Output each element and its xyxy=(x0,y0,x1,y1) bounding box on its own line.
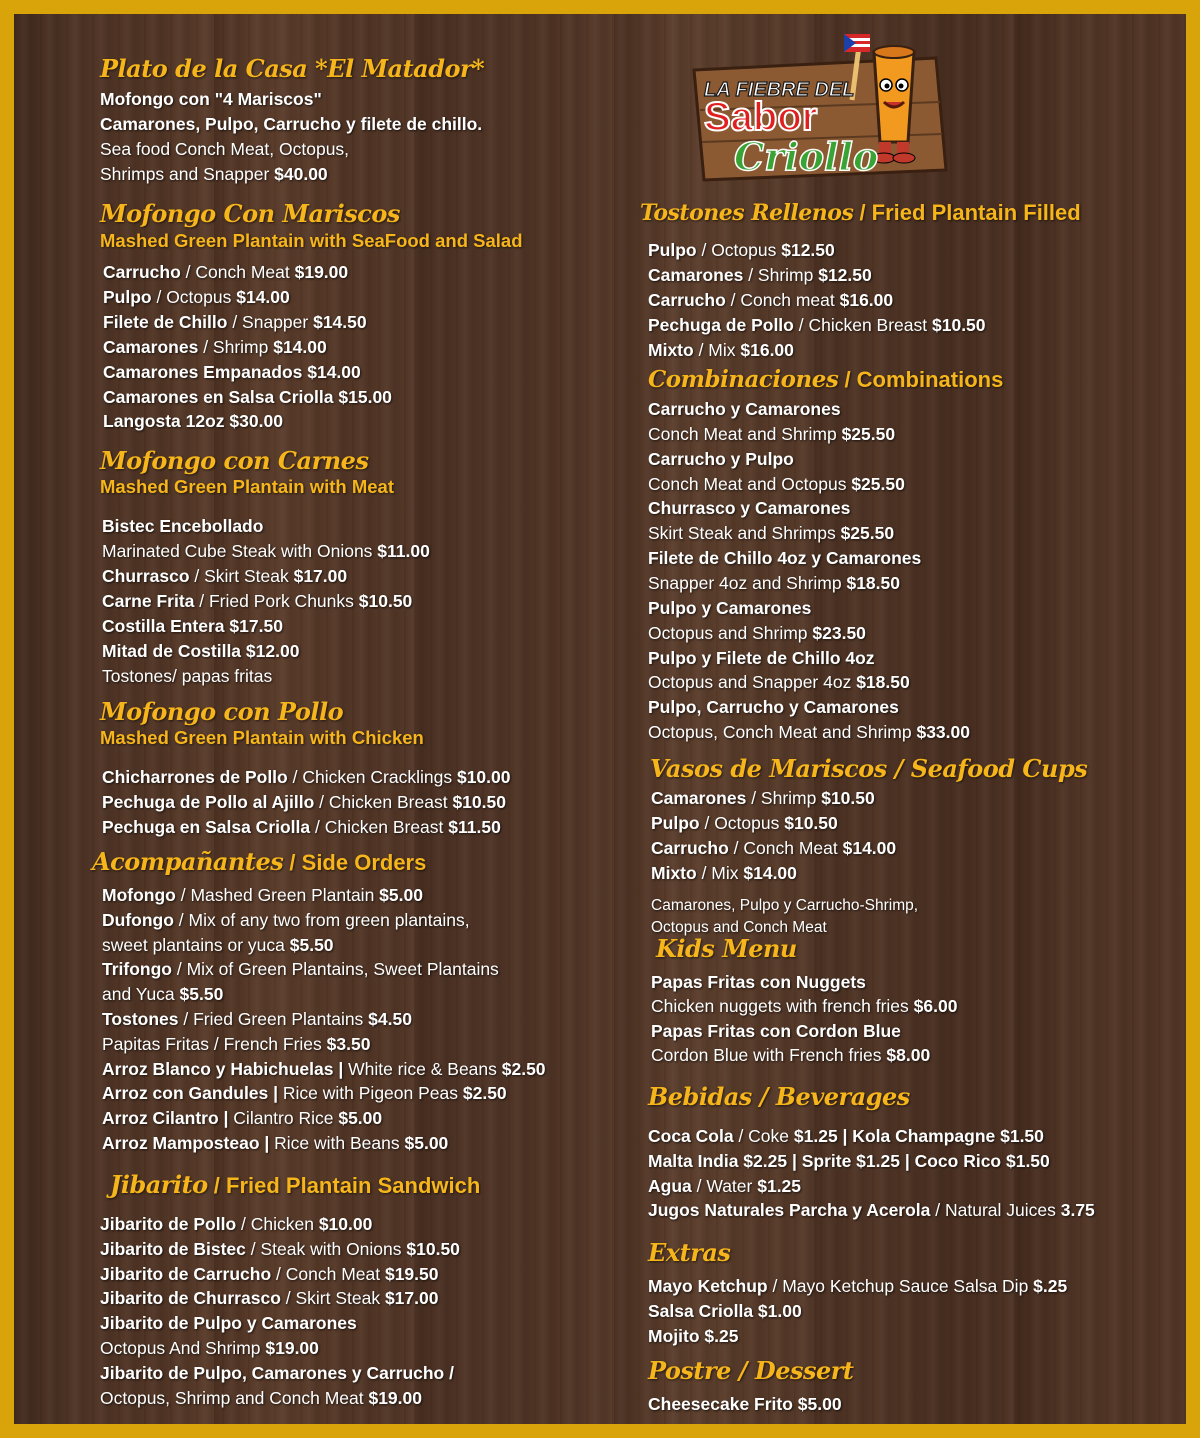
item-description: / Conch Meat xyxy=(271,1263,385,1284)
menu-item xyxy=(103,310,367,335)
item-name: Mitad de Costilla xyxy=(102,641,246,661)
item-description: / Chicken Breast xyxy=(310,817,449,837)
item-description: / Fried Green Plantains xyxy=(178,1009,369,1029)
menu-item xyxy=(651,1043,930,1068)
item-description: / Mashed Green Plantain xyxy=(175,885,380,905)
item-price: $5.00 xyxy=(797,1394,842,1414)
vasos-title: Vasos de Mariscos / Seafood Cups xyxy=(650,754,1088,783)
menu-item xyxy=(648,1174,801,1199)
item-name: Costilla Entera xyxy=(102,616,230,636)
menu-item xyxy=(102,815,501,840)
item-name: Salsa Criolla xyxy=(648,1301,758,1321)
item-price: $25.50 xyxy=(851,473,905,494)
item-price: $23.50 xyxy=(812,622,866,643)
item-name: Churrasco xyxy=(102,566,190,586)
bebidas-title: Bebidas / Beverages xyxy=(648,1082,910,1111)
carnes-note: Tostones/ papas fritas xyxy=(102,666,273,686)
menu-item xyxy=(100,1212,372,1237)
menu-item xyxy=(648,238,835,263)
item-name: Langosta 12oz xyxy=(103,411,230,432)
sides-header xyxy=(92,847,426,876)
item-description: / Natural Juices xyxy=(930,1200,1061,1221)
item-description: and Yuca xyxy=(102,984,180,1005)
item-price: $4.50 xyxy=(368,1009,412,1029)
menu-item xyxy=(102,883,423,908)
menu-item xyxy=(648,670,910,695)
item-price: $2.50 xyxy=(501,1058,546,1079)
item-name: Pulpo xyxy=(103,286,152,307)
menu-item xyxy=(648,1324,738,1349)
item-name: Jibarito de Pulpo, Camarones y Carrucho / xyxy=(100,1362,454,1383)
combos-title: Combinaciones xyxy=(648,366,839,393)
item-price: $10.50 xyxy=(821,788,875,808)
item-description: / Chicken xyxy=(236,1214,319,1234)
item-price: $14.00 xyxy=(307,361,361,382)
item-name: Carrucho y Camarones xyxy=(648,399,841,419)
menu-item xyxy=(648,546,921,571)
menu-item xyxy=(102,589,412,614)
item-price: $10.00 xyxy=(456,767,511,787)
item-name: Jibarito de Pulpo y Camarones xyxy=(100,1313,357,1334)
menu-item xyxy=(651,994,957,1019)
item-description: / Conch Meat xyxy=(728,837,843,858)
item-name: Camarones xyxy=(648,264,744,285)
mariscos-subtitle: Mashed Green Plantain with SeaFood and Salad xyxy=(100,230,523,251)
menu-item xyxy=(648,695,899,720)
item-description: Octopus and Snapper 4oz xyxy=(648,672,857,693)
menu-item xyxy=(102,1106,382,1131)
menu-item xyxy=(100,1286,438,1311)
item-price: $25.50 xyxy=(840,523,895,544)
item-name: Carrucho xyxy=(651,837,729,858)
item-name: Mixto xyxy=(651,862,697,883)
item-name: Mojito xyxy=(648,1326,705,1346)
item-name: Papas Fritas con Cordon Blue xyxy=(651,1020,901,1041)
item-price: $17.50 xyxy=(229,616,283,636)
menu-item xyxy=(100,1311,357,1336)
item-description: Cordon Blue with French fries xyxy=(651,1044,887,1065)
sides-title-en: Side Orders xyxy=(301,850,427,875)
menu-item xyxy=(648,313,986,338)
sides-title: Acompañantes xyxy=(92,847,284,876)
menu-item xyxy=(648,338,794,363)
tostones-title-en: Fried Plantain Filled xyxy=(871,200,1081,225)
item-price: $14.50 xyxy=(313,311,367,332)
plato-line-3: Sea food Conch Meat, Octopus, xyxy=(100,139,350,159)
menu-item xyxy=(103,260,348,285)
menu-board xyxy=(14,14,1186,1424)
item-description: Snapper 4oz and Shrimp xyxy=(648,572,847,593)
combos-slash: / xyxy=(838,367,857,392)
menu-item xyxy=(651,861,797,886)
item-price: $12.50 xyxy=(818,264,872,285)
carnes-line-2-price: $11.00 xyxy=(377,541,430,561)
item-description: Octopus, Shrimp and Conch Meat xyxy=(100,1387,369,1408)
item-name: Jugos Naturales Parcha y Acerola xyxy=(648,1200,931,1221)
vasos-note-2: Octopus and Conch Meat xyxy=(651,919,827,936)
item-description: / Shrimp xyxy=(746,788,822,808)
menu-item xyxy=(102,790,506,815)
item-name: Pulpo, Carrucho y Camarones xyxy=(648,697,899,718)
item-price: $1.25 xyxy=(757,1175,802,1196)
menu-item xyxy=(651,1019,901,1044)
item-price: $10.50 xyxy=(406,1238,460,1259)
item-description: / Conch Meat xyxy=(180,262,295,282)
tostones-title: Tostones Rellenos xyxy=(640,200,854,226)
item-price: $30.00 xyxy=(229,411,283,432)
item-name: Chicharrones de Pollo xyxy=(102,767,288,787)
item-description: Skirt Steak and Shrimps xyxy=(648,523,841,544)
item-name: Cheesecake Frito xyxy=(648,1394,798,1414)
item-description: Octopus And Shrimp xyxy=(100,1338,266,1358)
item-name: Camarones xyxy=(103,336,199,357)
menu-item xyxy=(648,646,875,671)
item-name: Pulpo y Filete de Chillo 4oz xyxy=(648,647,875,668)
item-description: / Octopus xyxy=(151,286,237,307)
item-name: Filete de Chillo xyxy=(103,311,228,332)
menu-item xyxy=(651,836,896,861)
restaurant-logo xyxy=(674,30,974,190)
item-name: Mofongo xyxy=(102,885,176,905)
item-name: Pechuga de Pollo xyxy=(648,314,794,335)
item-description: / Shrimp xyxy=(198,336,274,357)
item-name: Dufongo xyxy=(102,909,174,930)
item-price: $2.50 xyxy=(462,1083,507,1104)
item-price: 3.75 xyxy=(1060,1200,1095,1221)
item-description: / Mix xyxy=(693,339,741,360)
item-description: / Skirt Steak xyxy=(189,566,294,586)
item-description: / Conch meat xyxy=(725,289,840,310)
item-name: Carrucho y Pulpo xyxy=(648,448,794,469)
item-description: / Mix of any two from green plantains, xyxy=(173,909,470,930)
item-name: Camarones xyxy=(651,788,747,808)
item-name: Malta India $2.25 | Sprite $1.25 | Coco Rico $1.50 xyxy=(648,1150,1050,1171)
menu-item xyxy=(102,908,470,933)
menu-item xyxy=(102,1057,546,1082)
item-description: Papitas Fritas / French Fries xyxy=(102,1033,327,1054)
plato-line-4-text: Shrimps and Snapper xyxy=(100,164,275,184)
item-description: Rice with Pigeon Peas xyxy=(282,1083,463,1104)
item-description: Cilantro Rice xyxy=(233,1108,339,1129)
item-price: $5.00 xyxy=(404,1133,449,1153)
menu-item xyxy=(648,422,895,447)
item-name: Mayo Ketchup xyxy=(648,1276,768,1296)
item-name: Carrucho xyxy=(103,262,181,282)
menu-item xyxy=(648,1299,802,1324)
carnes-subtitle: Mashed Green Plantain with Meat xyxy=(100,476,395,497)
item-name: Pulpo xyxy=(648,240,697,260)
pollo-subtitle: Mashed Green Plantain with Chicken xyxy=(100,727,424,748)
jibarito-title-en: Fried Plantain Sandwich xyxy=(226,1173,481,1198)
menu-item xyxy=(648,521,894,546)
item-price: $5.50 xyxy=(179,984,224,1005)
item-description: / Skirt Steak xyxy=(280,1288,385,1309)
item-description: / Chicken Cracklings xyxy=(287,767,457,787)
item-name: Camarones en Salsa Criolla xyxy=(103,386,339,407)
item-name: Pechuga de Pollo al Ajillo xyxy=(102,792,315,812)
item-price: $10.50 xyxy=(784,812,838,833)
menu-item xyxy=(100,1386,422,1411)
menu-item xyxy=(648,397,841,422)
item-price: $14.00 xyxy=(842,837,897,858)
menu-item xyxy=(648,596,811,621)
tostones-slash: / xyxy=(853,200,872,225)
menu-item xyxy=(648,472,905,497)
item-description: / Steak with Onions xyxy=(245,1238,407,1259)
menu-item xyxy=(100,1336,319,1361)
item-price: $16.00 xyxy=(740,339,794,360)
menu-item xyxy=(102,1007,412,1032)
item-price: $1.25 | Kola Champagne $1.50 xyxy=(793,1126,1044,1146)
item-price: $17.00 xyxy=(293,566,348,586)
combos-header xyxy=(648,366,1003,393)
item-description: sweet plantains or yuca xyxy=(102,934,290,955)
logo-bottom-text: Criollo xyxy=(734,134,879,179)
mariscos-title: Mofongo Con Mariscos xyxy=(100,199,400,228)
item-name: Arroz Mamposteao | xyxy=(102,1133,275,1153)
menu-item xyxy=(648,1392,842,1417)
menu-item xyxy=(103,409,283,434)
item-price: $16.00 xyxy=(839,289,894,310)
item-price: $10.50 xyxy=(932,314,986,335)
plato-title: Plato de la Casa *El Matador* xyxy=(100,54,485,83)
item-description: Chicken nuggets with french fries xyxy=(651,996,914,1017)
item-name: Arroz con Gandules | xyxy=(102,1083,283,1104)
menu-item xyxy=(648,1198,1095,1223)
plato-price: $40.00 xyxy=(274,164,328,184)
item-description: / Fried Pork Chunks xyxy=(194,591,359,611)
item-price: $3.50 xyxy=(326,1033,371,1054)
tostones-header xyxy=(640,200,1081,226)
item-description: / Chicken Breast xyxy=(793,314,932,335)
menu-item xyxy=(102,639,299,664)
item-name: Jibarito de Churrasco xyxy=(100,1288,281,1309)
item-name: Tostones xyxy=(102,1009,179,1029)
logo-middle-text: Sabor xyxy=(704,95,818,139)
jibarito-slash: / xyxy=(207,1173,227,1198)
item-price: $5.00 xyxy=(379,885,423,905)
plato-line-1: Mofongo con "4 Mariscos" xyxy=(100,89,322,109)
menu-item xyxy=(102,957,499,982)
menu-item xyxy=(102,1032,370,1057)
item-description: White rice & Beans xyxy=(348,1058,502,1079)
combos-title-en: Combinations xyxy=(856,367,1004,392)
item-price: $25.50 xyxy=(841,423,896,444)
menu-item xyxy=(648,288,893,313)
item-description: Rice with Beans xyxy=(274,1133,405,1153)
item-name: Pechuga en Salsa Criolla xyxy=(102,817,311,837)
item-name: Trifongo xyxy=(102,959,172,980)
item-price: $1.00 xyxy=(757,1301,802,1321)
menu-item xyxy=(102,1081,507,1106)
item-description: Conch Meat and Octopus xyxy=(648,473,852,494)
item-name: Churrasco y Camarones xyxy=(648,498,851,519)
item-description: / Shrimp xyxy=(743,264,819,285)
item-price: $18.50 xyxy=(846,572,900,593)
item-price: $.25 xyxy=(704,1326,739,1346)
item-price: $19.00 xyxy=(265,1338,319,1358)
menu-item xyxy=(102,614,283,639)
item-name: Mixto xyxy=(648,339,694,360)
menu-item xyxy=(648,447,794,472)
menu-item xyxy=(100,1361,454,1386)
item-description: / Water xyxy=(691,1175,758,1196)
item-price: $6.00 xyxy=(913,996,958,1017)
menu-item xyxy=(103,335,327,360)
item-description: / Mayo Ketchup Sauce Salsa Dip xyxy=(767,1276,1034,1296)
item-name: Carne Frita xyxy=(102,591,195,611)
item-description: / Mix xyxy=(696,862,744,883)
item-price: $10.00 xyxy=(318,1214,373,1234)
item-name: Papas Fritas con Nuggets xyxy=(651,972,866,992)
item-price: $.25 xyxy=(1033,1276,1068,1296)
logo-graphic xyxy=(674,30,974,190)
item-price: $12.50 xyxy=(781,240,835,260)
item-price: $11.50 xyxy=(448,817,501,837)
extras-title: Extras xyxy=(648,1238,731,1267)
item-price: $12.00 xyxy=(245,641,300,661)
menu-item xyxy=(100,1262,439,1287)
carnes-line-2 xyxy=(102,539,430,564)
item-price: $10.50 xyxy=(358,591,413,611)
menu-item xyxy=(100,1237,460,1262)
menu-item xyxy=(103,360,361,385)
menu-item xyxy=(651,811,838,836)
menu-item xyxy=(648,1274,1067,1299)
carnes-line-2-text: Marinated Cube Steak with Onions xyxy=(102,541,378,561)
logo-top-text: LA FIEBRE DEL xyxy=(704,79,855,101)
menu-item xyxy=(102,982,223,1007)
item-name: Jibarito de Carrucho xyxy=(100,1263,272,1284)
item-name: Agua xyxy=(648,1175,692,1196)
item-description: / Mix of Green Plantains, Sweet Plantains xyxy=(171,959,499,980)
item-name: Jibarito de Pollo xyxy=(100,1214,237,1234)
item-price: $5.00 xyxy=(338,1108,383,1129)
menu-item xyxy=(648,496,850,521)
menu-item xyxy=(648,720,970,745)
menu-item xyxy=(102,933,334,958)
item-description: Octopus and Shrimp xyxy=(648,622,813,643)
jibarito-title: Jibarito xyxy=(110,1170,208,1199)
menu-item xyxy=(651,970,866,995)
item-description: / Octopus xyxy=(696,240,782,260)
item-description: / Chicken Breast xyxy=(314,792,453,812)
menu-item xyxy=(648,263,872,288)
item-description: / Snapper xyxy=(227,311,314,332)
item-description: / Coke xyxy=(733,1126,794,1146)
item-description: / Octopus xyxy=(699,812,785,833)
item-price: $33.00 xyxy=(916,722,970,743)
item-name: Carrucho xyxy=(648,289,726,310)
item-description: Conch Meat and Shrimp xyxy=(648,423,842,444)
item-name: Pulpo y Camarones xyxy=(648,597,812,618)
item-description: Octopus, Conch Meat and Shrimp xyxy=(648,722,917,743)
item-name: Jibarito de Bistec xyxy=(100,1238,246,1259)
menu-item xyxy=(103,285,290,310)
item-price: $14.00 xyxy=(743,862,797,883)
item-price: $14.00 xyxy=(273,336,327,357)
sides-slash: / xyxy=(283,850,302,875)
pollo-title: Mofongo con Pollo xyxy=(100,697,344,726)
carnes-line-1: Bistec Encebollado xyxy=(102,516,264,536)
menu-item xyxy=(648,571,900,596)
item-price: $19.00 xyxy=(368,1387,422,1408)
menu-item xyxy=(651,786,875,811)
item-price: $14.00 xyxy=(236,286,290,307)
item-name: Filete de Chillo 4oz y Camarones xyxy=(648,548,922,569)
carnes-title: Mofongo con Carnes xyxy=(100,446,369,475)
menu-item xyxy=(648,1124,1044,1149)
menu-item xyxy=(102,564,347,589)
item-name: Pulpo xyxy=(651,812,700,833)
jibarito-header xyxy=(110,1170,480,1199)
kids-title: Kids Menu xyxy=(656,934,797,963)
item-price: $8.00 xyxy=(886,1044,931,1065)
item-price: $19.00 xyxy=(294,262,349,282)
vasos-note-1: Camarones, Pulpo y Carrucho-Shrimp, xyxy=(651,897,919,914)
item-name: Arroz Blanco y Habichuelas | xyxy=(102,1058,349,1079)
plato-line-2: Camarones, Pulpo, Carrucho y filete de chillo. xyxy=(100,114,483,134)
item-price: $5.50 xyxy=(289,934,334,955)
menu-item xyxy=(102,1131,448,1156)
menu-item xyxy=(648,1149,1050,1174)
item-name: Coca Cola xyxy=(648,1126,734,1146)
menu-item xyxy=(648,621,866,646)
item-price: $18.50 xyxy=(856,672,910,693)
item-price: $15.00 xyxy=(338,386,392,407)
item-name: Arroz Cilantro | xyxy=(102,1108,234,1129)
item-name: Camarones Empanados xyxy=(103,361,308,382)
plato-line-4 xyxy=(100,162,328,187)
menu-item xyxy=(102,765,511,790)
item-price: $19.50 xyxy=(384,1263,439,1284)
item-price: $17.00 xyxy=(384,1288,439,1309)
postre-title: Postre / Dessert xyxy=(648,1356,854,1385)
item-price: $10.50 xyxy=(452,792,506,812)
menu-item xyxy=(103,385,392,410)
